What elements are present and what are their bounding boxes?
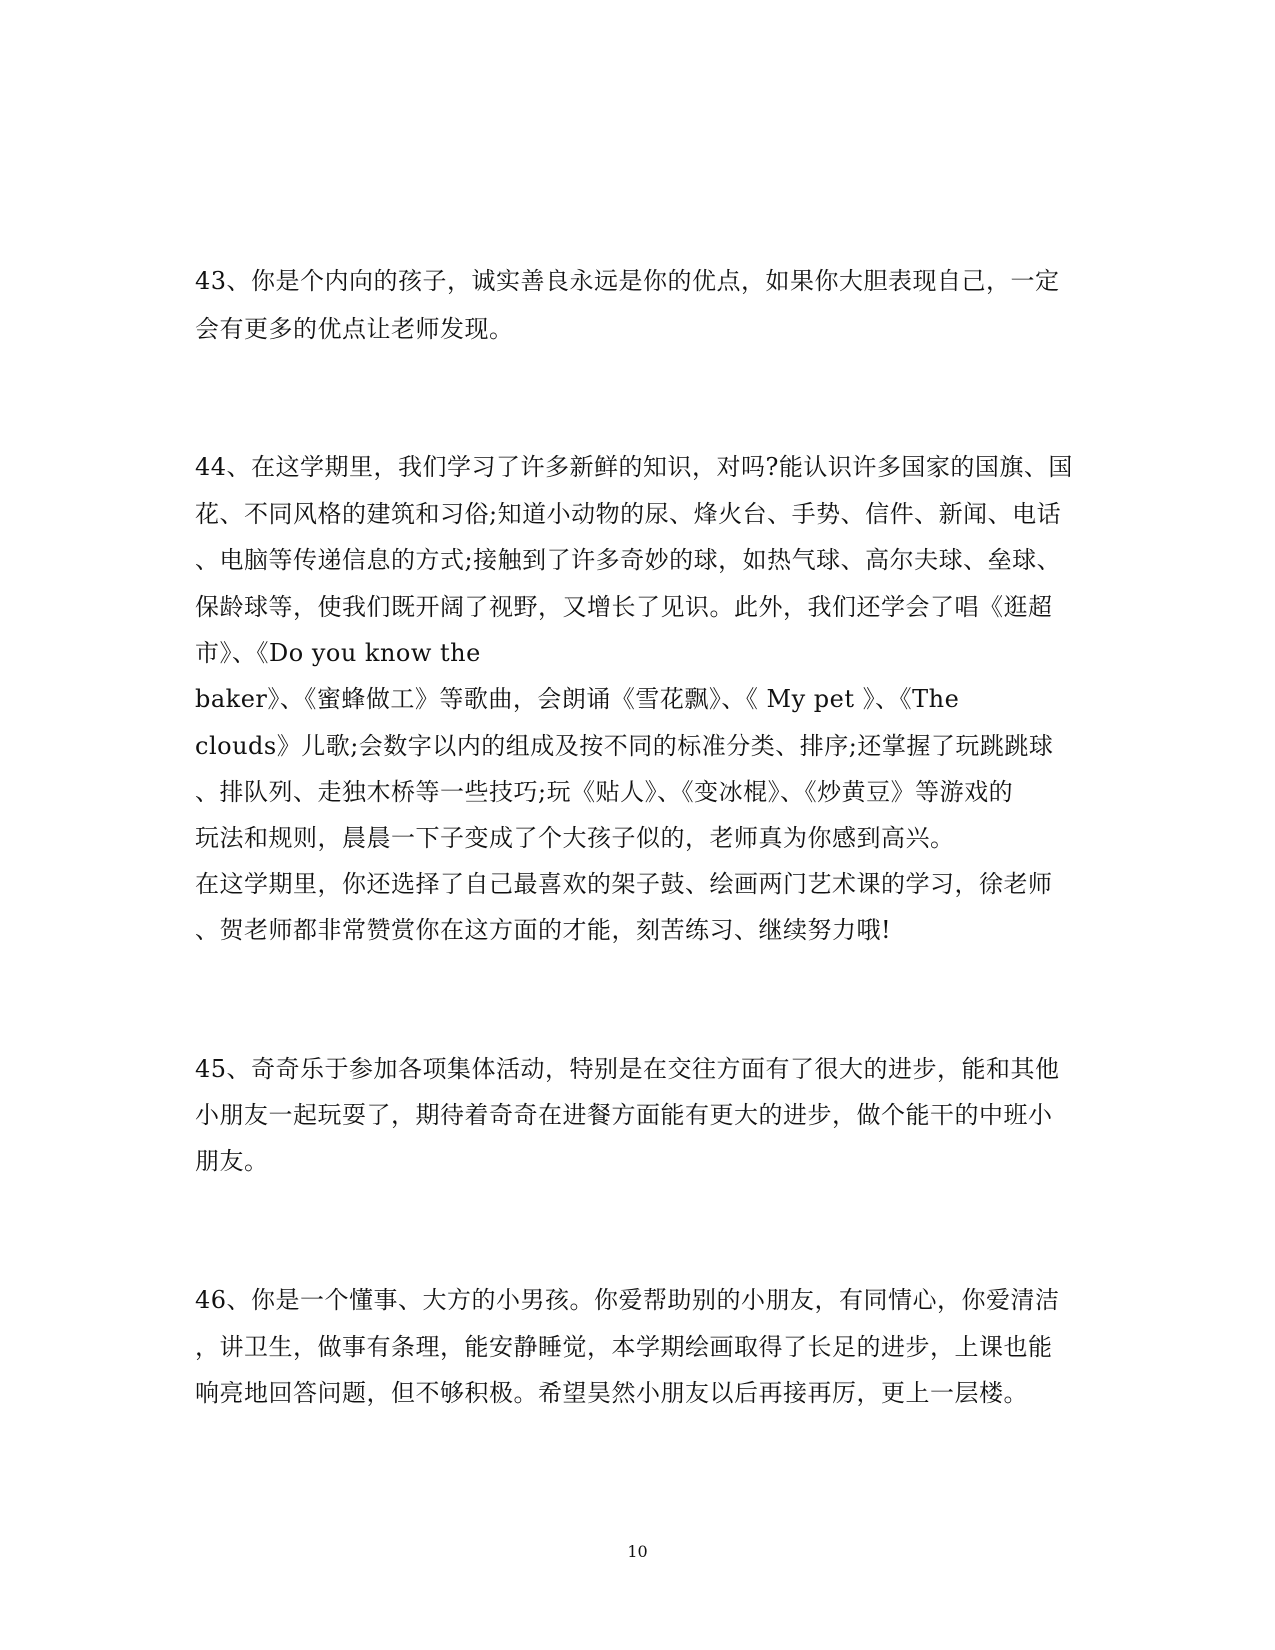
paragraph-45-line-1: 45、奇奇乐于参加各项集体活动，特别是在交往方面有了很大的进步，能和其他 — [195, 1055, 1060, 1083]
paragraph-44-line-5: 市》、《Do you know the — [195, 639, 481, 667]
paragraph-44-line-11: 、贺老师都非常赞赏你在这方面的才能，刻苦练习、继续努力哦! — [195, 916, 892, 944]
paragraph-44-line-3: 、电脑等传递信息的方式;接触到了许多奇妙的球，如热气球、高尔夫球、垒球、 — [195, 546, 1062, 574]
page-number: 10 — [627, 1542, 648, 1561]
paragraph-44-line-10: 在这学期里，你还选择了自己最喜欢的架子鼓、绘画两门艺术课的学习，徐老师 — [195, 870, 1053, 898]
paragraph-44-line-1: 44、在这学期里，我们学习了许多新鲜的知识，对吗?能认识许多国家的国旗、国 — [195, 453, 1073, 481]
paragraph-45-line-3: 朋友。 — [195, 1147, 269, 1175]
paragraph-44-line-8: 、排队列、走独木桥等一些技巧;玩《贴人》、《变冰棍》、《炒黄豆》等游戏的 — [195, 778, 1014, 806]
paragraph-46-line-1: 46、你是一个懂事、大方的小男孩。你爱帮助别的小朋友，有同情心，你爱清洁 — [195, 1286, 1060, 1314]
paragraph-44-line-2: 花、不同风格的建筑和习俗;知道小动物的尿、烽火台、手势、信件、新闻、电话 — [195, 500, 1062, 528]
paragraph-43-line-2: 会有更多的优点让老师发现。 — [195, 315, 514, 343]
paragraph-44-line-4: 保龄球等，使我们既开阔了视野，又增长了见识。此外，我们还学会了唱《逛超 — [195, 593, 1053, 621]
paragraph-44-line-6: baker》、《蜜蜂做工》等歌曲，会朗诵《雪花飘》、《 My pet 》、《The — [195, 685, 960, 713]
paragraph-44-line-9: 玩法和规则，晨晨一下子变成了个大孩子似的，老师真为你感到高兴。 — [195, 824, 955, 852]
paragraph-46-line-2: ，讲卫生，做事有条理，能安静睡觉，本学期绘画取得了长足的进步，上课也能 — [195, 1333, 1053, 1361]
paragraph-43-line-1: 43、你是个内向的孩子，诚实善良永远是你的优点，如果你大胆表现自己，一定 — [195, 267, 1060, 295]
paragraph-44-line-7: clouds》儿歌;会数字以内的组成及按不同的标准分类、排序;还掌握了玩跳跳球 — [195, 732, 1054, 760]
paragraph-45-line-2: 小朋友一起玩耍了，期待着奇奇在进餐方面能有更大的进步，做个能干的中班小 — [195, 1101, 1053, 1129]
paragraph-46-line-3: 响亮地回答问题，但不够积极。希望昊然小朋友以后再接再厉，更上一层楼。 — [195, 1379, 1028, 1407]
